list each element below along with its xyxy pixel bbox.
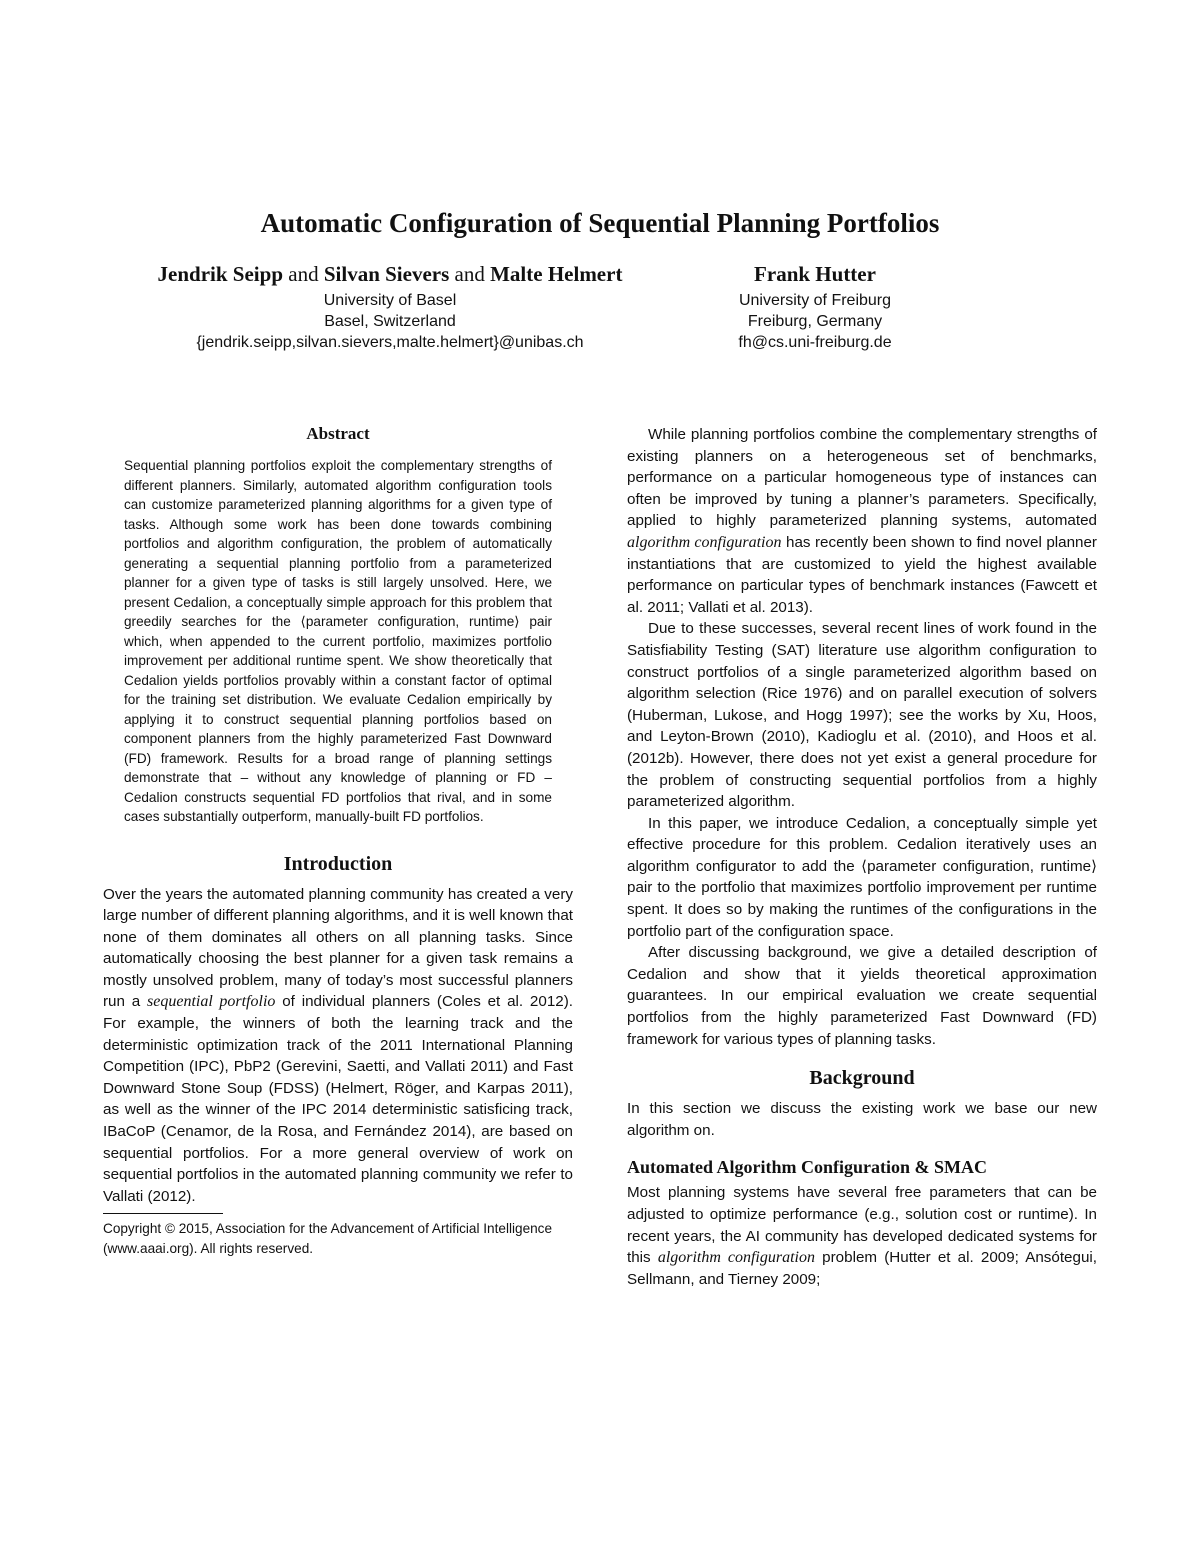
abstract-text: Sequential planning portfolios exploit the complementary strengths of different planners. Similarly, automated algorithm configuration tools can customize parameterized planning algorithms for a given type of tasks. Although some work has been done towards combining portfolios and algorithm configuration, the problem of automatically generating a sequential planning portfolio from a parameterized planner for a given type of tasks is still largely unsolved. Here, we present Cedalion, a conceptually simple approach for this problem that greedily searches for the ⟨parameter configuration, runtime⟩ pair which, when appended to the current portfolio, maximizes portfolio improvement per additional runtime spent. We show theoretically that Cedalion yields portfolios provably within a constant factor of optimal for the training set distribution. We evaluate Cedalion empirically by applying it to construct sequential planning portfolios based on component planners from the highly parameterized Fast Downward (FD) framework. Results for a broad range of planning settings demonstrate that – without any knowledge of planning or FD – Cedalion constructs sequential FD portfolios that rival, and in some cases substantially outperform, manually-built FD portfolios.	[124, 458, 552, 824]
text-run: Most planning systems have several free parameters that can be adjusted to optimize performance (e.g., solution cost or runtime). In recent years, the AI community has developed dedicated systems for this	[627, 1184, 1097, 1267]
author-block-basel	[100, 261, 680, 353]
author-name: Malte Helmert	[490, 262, 623, 286]
paper-title: Automatic Configuration of Sequential Planning Portfolios	[260, 208, 940, 239]
subsection-heading: Automated Algorithm Configuration & SMAC	[627, 1157, 987, 1178]
author-name: Frank Hutter	[754, 262, 876, 286]
paragraph	[627, 424, 1097, 618]
author-conjunction: and	[288, 262, 319, 286]
copyright-footnote: Copyright © 2015, Association for the Advancement of Artificial Intelligence (www.aaai.org). All rights reserved.	[103, 1221, 553, 1257]
author-name: Jendrik Seipp	[157, 262, 284, 286]
left-column	[103, 424, 573, 1259]
background-paragraph: In this section we discuss the existing work we base our new algorithm on.	[627, 1100, 1097, 1139]
author-names	[100, 261, 680, 287]
text-run: Over the years the automated planning community has created a very large number of different planning algorithms, and it is well known that none of them dominates all others on all planning tasks. Since automatically choosing the best planner for a given task remains a mostly unsolved problem, many of today’s most successful planners run a	[103, 885, 573, 1011]
author-name: Silvan Sievers	[323, 262, 450, 286]
author-affiliation: University of Freiburg	[738, 292, 892, 309]
paragraph: Due to these successes, several recent lines of work found in the Satisfiability Testing (SAT) literature use algorithm configuration to construct portfolios of a single parameterized algorithm based on algorithm selection (Rice 1976) and on parallel execution of solvers (Huberman, Lukose, and Hogg 1997); see the works by Xu, Hoos, and Leyton-Brown (2010), Kadioglu et al. (2010), and Hoos et al. (2012b). However, there does not yet exist a general procedure for the problem of constructing sequential portfolios from a highly parameterized algorithm.	[627, 620, 1097, 811]
text-run: has recently been shown to find novel planner instantiations that are customized to yield the highest available performance on particular types of benchmark instances (Fawcett et al. 2011; Vallati et al. 2013).	[627, 533, 1097, 616]
emphasis-text: algorithm configuration	[627, 533, 782, 551]
paragraph: After discussing background, we give a detailed description of Cedalion and show that it yields theoretical approximation guarantees. In our empirical evaluation we create sequential portfolios from the highly parameterized Fast Downward (FD) framework for various types of planning tasks.	[627, 944, 1097, 1048]
text-run: While planning portfolios combine the complementary strengths of existing planners on a heterogeneous set of benchmarks, performance on a particular homogeneous type of instances can often be improved by tuning a planner’s parameters. Specifically, applied to highly parameterized planning systems, automated	[627, 426, 1097, 530]
author-conjunction: and	[454, 262, 485, 286]
text-run: problem (Hutter et al. 2009; Ansótegui, Sellmann, and Tierney 2009;	[627, 1249, 1097, 1288]
right-column	[627, 424, 1097, 1290]
background-heading: Background	[809, 1067, 915, 1090]
introduction-paragraph	[103, 884, 573, 1208]
author-location: Freiburg, Germany	[747, 313, 883, 330]
emphasis-text: sequential portfolio	[147, 993, 276, 1011]
author-email: fh@cs.uni-freiburg.de	[738, 334, 892, 351]
text-run: of individual planners (Coles et al. 2012). For example, the winners of both the learning track and the deterministic optimization track of the 2011 International Planning Competition (IPC), PbP2 (Gerevini, Saetti, and Vallati 2011) and Fast Downward Stone Soup (FDSS) (Helmert, Röger, and Karpas 2011), as well as the winner of the IPC 2014 deterministic satisficing track, IBaCoP (Cenamor, de la Rosa, and Fernández 2014), are based on sequential portfolios. For a more general overview of work on sequential portfolios in the automated planning community we refer to Vallati (2012).	[103, 993, 573, 1205]
abstract-heading: Abstract	[306, 424, 370, 443]
emphasis-text: algorithm configuration	[657, 1249, 815, 1267]
footnote-rule	[103, 1213, 223, 1214]
paragraph: In this paper, we introduce Cedalion, a conceptually simple yet effective procedure for this problem. Cedalion iteratively uses an algorithm configurator to add the ⟨parameter configuration, runtime⟩ pair to the portfolio that maximizes portfolio improvement per runtime spent. It does so by making the runtimes of the configurations in the portfolio part of the configuration space.	[627, 814, 1097, 940]
author-location: Basel, Switzerland	[324, 313, 456, 330]
author-affiliation: University of Basel	[323, 292, 457, 309]
author-email: {jendrik.seipp,silvan.sievers,malte.helmert}@unibas.ch	[196, 334, 584, 351]
author-block-freiburg	[700, 261, 930, 353]
introduction-heading: Introduction	[283, 852, 393, 875]
subsection-paragraph	[627, 1182, 1097, 1290]
